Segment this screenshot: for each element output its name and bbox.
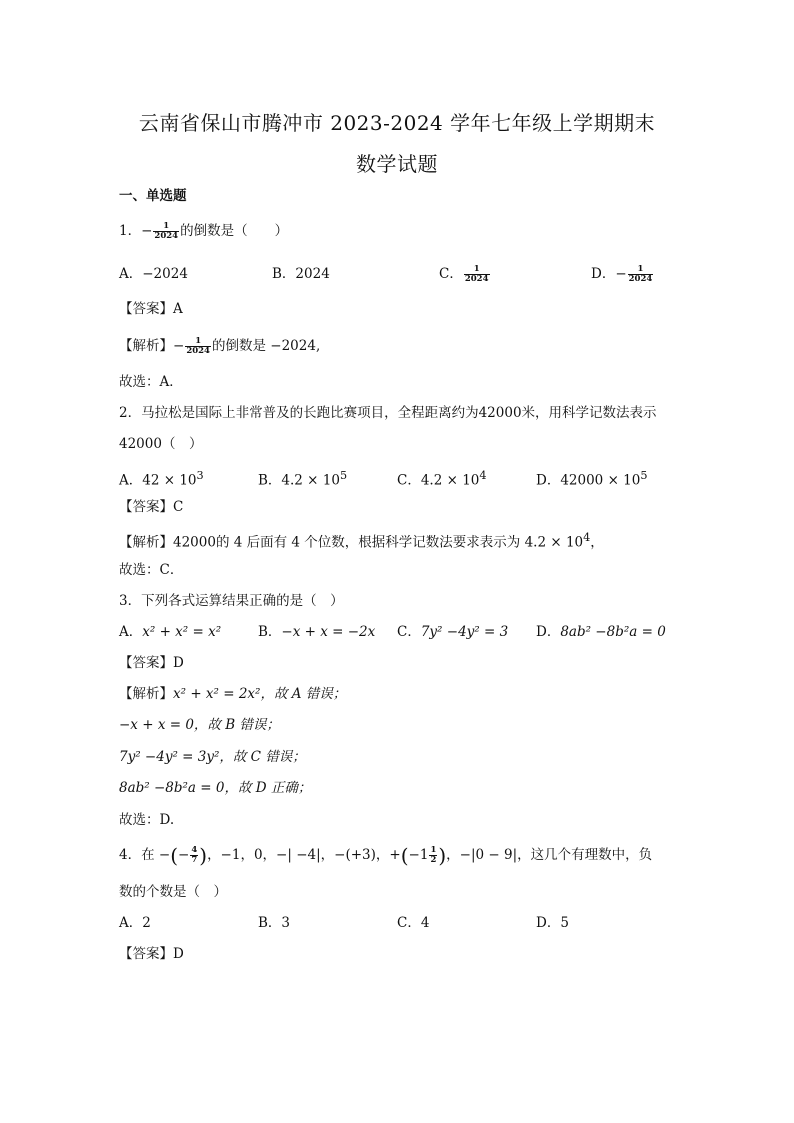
option-label: B． <box>258 624 282 640</box>
q4-answer: 【答案】D <box>119 946 184 962</box>
fraction-denominator: 2024 <box>154 231 179 241</box>
exponent: 4 <box>479 469 487 482</box>
q1-analysis <box>119 336 320 356</box>
question-2-continued: 42000（ ） <box>119 436 203 452</box>
analysis-text: 42000的 4 后面有 4 个位数，根据科学记数法要求表示为 4.2 × 10 <box>173 534 584 551</box>
option-label: C． <box>439 266 463 282</box>
option-label: B． <box>258 472 282 489</box>
option-label: A． <box>119 266 143 282</box>
open-paren: ( <box>400 843 409 868</box>
question-text: ，−1，0，−| −4|，−(+3)，+ <box>207 847 401 863</box>
q4-option-c <box>397 913 429 933</box>
fraction-numerator: 1 <box>195 336 202 346</box>
question-text: 4．在 − <box>119 847 171 863</box>
question-4 <box>119 843 653 868</box>
fraction-numerator: 1 <box>430 845 437 855</box>
q3-analysis-3: 7y² −4y² = 3y²，故 C 错误； <box>119 749 306 765</box>
q2-answer: 【答案】C <box>119 499 184 515</box>
close-paren: ) <box>199 843 208 868</box>
question-2: 2．马拉松是国际上非常普及的长跑比赛项目，全程距离约为42000米，用科学记数法表示 <box>119 405 657 421</box>
option-expression: −x + x = −2x <box>281 624 376 640</box>
question-number: 1． <box>119 223 142 239</box>
question-1 <box>119 221 288 241</box>
question-text: 的倒数是（ ） <box>180 223 289 239</box>
option-text: 42000 × 10 <box>560 472 641 489</box>
option-text: 4.2 × 10 <box>281 472 340 489</box>
q1-answer: 【答案】A <box>119 301 183 317</box>
option-label: A． <box>119 624 143 640</box>
option-text: 4.2 × 10 <box>420 472 480 489</box>
q1-choose: 故选：A． <box>119 374 183 390</box>
fraction <box>190 846 198 865</box>
fraction-denominator: 2024 <box>628 274 653 284</box>
analysis-label: 【解析】 <box>119 338 173 354</box>
analysis-label: 【解析】 <box>119 686 173 702</box>
fraction-numerator: 4 <box>191 845 198 855</box>
fraction-numerator: 1 <box>473 264 480 274</box>
question-text: ，−|0 − 9|，这几个有理数中，负 <box>446 847 653 863</box>
option-label: D． <box>591 266 616 282</box>
fraction-denominator: 2024 <box>186 346 210 356</box>
math-sign: − <box>615 266 627 282</box>
q3-analysis-1 <box>119 684 346 704</box>
document-subtitle: 数学试题 <box>356 152 438 176</box>
fraction-denominator: 2024 <box>464 274 489 284</box>
option-label: B． <box>258 915 282 931</box>
question-3: 3．下列各式运算结果正确的是（ ） <box>119 593 344 609</box>
math-sign: − <box>178 847 190 863</box>
q3-option-c <box>397 622 508 642</box>
document-title: 云南省保山市腾冲市 2023-2024 学年七年级上学期期末 <box>138 111 656 135</box>
q2-choose: 故选：C． <box>119 562 184 578</box>
option-label: A． <box>119 472 143 489</box>
fraction-numerator: 1 <box>637 264 644 274</box>
option-label: C． <box>397 624 421 640</box>
option-text: −2024 <box>142 266 188 282</box>
exponent: 5 <box>640 469 648 482</box>
q3-analysis-2: −x + x = 0，故 B 错误； <box>119 717 280 733</box>
option-text: 3 <box>281 915 291 931</box>
fraction <box>153 222 179 241</box>
option-text: 5 <box>560 915 569 931</box>
option-label: D． <box>536 624 561 640</box>
q4-option-b <box>258 913 290 933</box>
q3-choose: 故选：D. <box>119 812 175 828</box>
fraction <box>429 846 437 865</box>
open-paren: ( <box>170 843 179 868</box>
q3-option-a <box>119 622 221 642</box>
q2-option-b <box>258 466 347 491</box>
analysis-text: x² + x² = 2x²，故 A 错误； <box>173 686 347 702</box>
analysis-label: 【解析】 <box>119 534 173 551</box>
option-label: C． <box>397 915 421 931</box>
fraction-denominator: 2 <box>430 855 437 865</box>
option-expression: x² + x² = x² <box>142 624 222 640</box>
option-label: D． <box>536 915 561 931</box>
analysis-punctuation: ， <box>590 534 604 551</box>
q1-option-d <box>591 264 654 284</box>
exponent: 3 <box>196 469 204 482</box>
q3-option-d <box>536 622 666 642</box>
option-label: C． <box>397 472 421 489</box>
option-text: 2024 <box>295 266 330 282</box>
q3-analysis-4: 8ab² −8b²a = 0，故 D 正确； <box>119 780 312 796</box>
math-sign: − <box>141 223 153 239</box>
fraction-numerator: 1 <box>163 221 170 231</box>
option-text: 42 × 10 <box>142 472 197 489</box>
section-heading: 一、单选题 <box>119 188 187 204</box>
q1-option-c <box>439 264 491 284</box>
option-label: B． <box>272 266 296 282</box>
question-4-continued: 数的个数是（ ） <box>119 884 227 900</box>
fraction-denominator: 7 <box>191 855 198 865</box>
q1-option-a <box>119 264 188 284</box>
option-text: 4 <box>420 915 430 931</box>
option-text: 2 <box>142 915 151 931</box>
q4-option-a <box>119 913 151 933</box>
q3-answer: 【答案】D <box>119 655 184 671</box>
exponent: 5 <box>339 469 348 482</box>
q2-analysis <box>119 528 604 553</box>
option-expression: 7y² −4y² = 3 <box>420 624 509 640</box>
option-expression: 8ab² −8b²a = 0 <box>560 624 666 640</box>
fraction <box>185 337 211 356</box>
q1-option-b <box>272 264 330 284</box>
q4-option-d <box>536 913 569 933</box>
q3-option-b <box>258 622 375 642</box>
mixed-number-whole: −1 <box>408 847 429 863</box>
q2-option-a <box>119 466 204 491</box>
fraction <box>628 265 654 284</box>
q2-option-d <box>536 466 648 491</box>
math-sign: − <box>173 338 185 354</box>
fraction <box>464 265 490 284</box>
q2-option-c <box>397 466 487 491</box>
analysis-text: 的倒数是 −2024, <box>211 338 321 354</box>
exponent: 4 <box>583 531 591 544</box>
option-label: D． <box>536 472 561 489</box>
close-paren: ) <box>438 843 447 868</box>
option-label: A． <box>119 915 143 931</box>
